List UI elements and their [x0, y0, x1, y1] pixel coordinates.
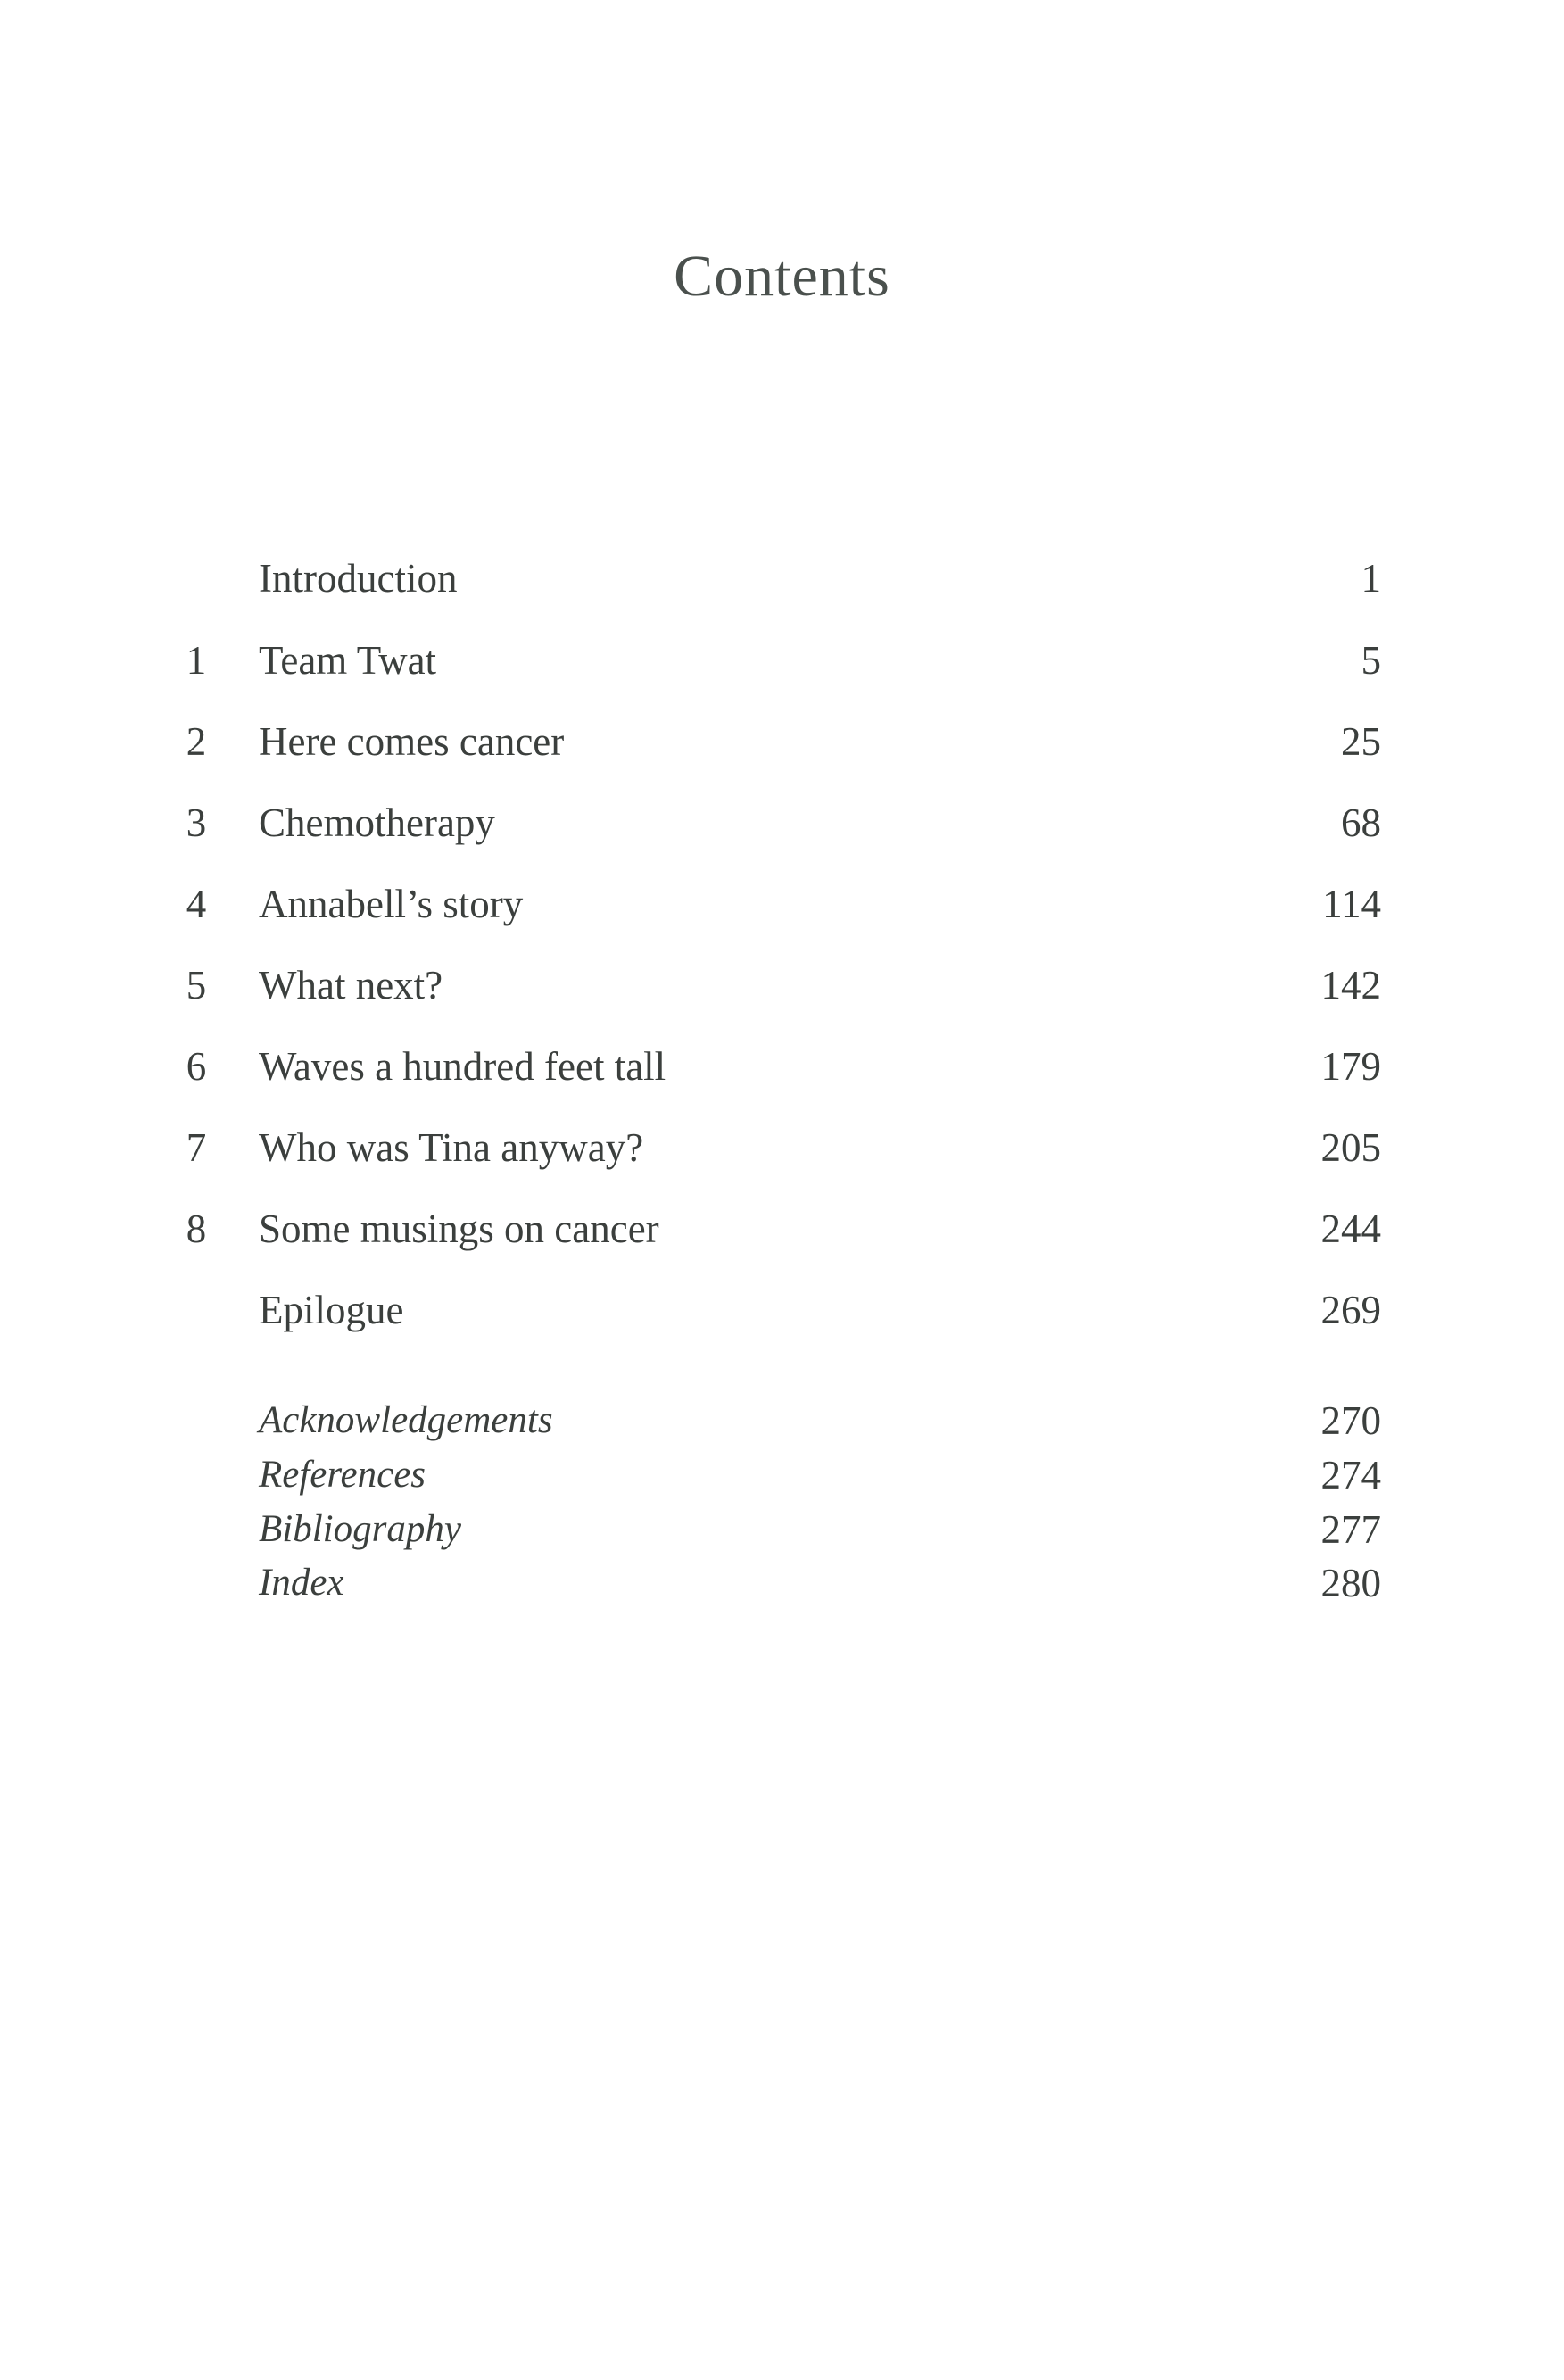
page-number: 114 [1322, 882, 1381, 926]
chapter-title: Some musings on cancer [259, 1207, 659, 1251]
chapter-number: 4 [186, 882, 207, 926]
back-matter-entry [0, 1396, 1564, 1446]
page-number: 274 [1320, 1453, 1381, 1497]
toc-entry [0, 715, 1564, 768]
chapter-title: Team Twat [259, 638, 437, 683]
chapter-number: 6 [186, 1044, 207, 1089]
chapter-title: What next? [259, 963, 443, 1008]
page-number: 270 [1320, 1398, 1381, 1443]
chapter-title: Here comes cancer [259, 719, 565, 764]
chapter-title: Waves a hundred feet tall [259, 1044, 666, 1089]
page-number: 25 [1341, 719, 1381, 764]
chapter-title: Who was Tina anyway? [259, 1125, 644, 1170]
chapter-title: Epilogue [259, 1288, 404, 1332]
chapter-title: Annabell’s story [259, 882, 524, 926]
chapter-number: 8 [186, 1207, 207, 1251]
page-number: 179 [1320, 1044, 1381, 1089]
page-number: 68 [1341, 800, 1381, 845]
page-number: 269 [1320, 1288, 1381, 1332]
page-number: 1 [1361, 556, 1381, 601]
chapter-number: 2 [186, 719, 207, 764]
back-matter-title: Acknowledgements [259, 1399, 553, 1441]
toc-entry [0, 1283, 1564, 1337]
back-matter-entry [0, 1558, 1564, 1608]
chapter-number: 3 [186, 800, 207, 845]
page-number: 142 [1320, 963, 1381, 1008]
toc-entry [0, 958, 1564, 1012]
back-matter-title: Bibliography [259, 1508, 461, 1550]
page-number: 5 [1361, 638, 1381, 683]
page-number: 277 [1320, 1507, 1381, 1552]
back-matter-title: Index [259, 1562, 344, 1604]
toc-entry [0, 1202, 1564, 1256]
toc-entry [0, 634, 1564, 687]
back-matter-title: References [259, 1454, 426, 1496]
toc-entry [0, 1121, 1564, 1174]
page-title: Contents [674, 244, 890, 309]
chapter-number: 5 [186, 963, 207, 1008]
toc-entry [0, 1040, 1564, 1093]
back-matter-entry [0, 1450, 1564, 1500]
back-matter-entry [0, 1505, 1564, 1555]
toc-entry [0, 877, 1564, 931]
chapter-number: 1 [186, 638, 207, 683]
chapter-title: Introduction [259, 556, 458, 601]
page-number: 205 [1320, 1125, 1381, 1170]
toc-entry [0, 796, 1564, 850]
chapter-title: Chemotherapy [259, 800, 495, 845]
chapter-number: 7 [186, 1125, 207, 1170]
page-number: 244 [1320, 1207, 1381, 1251]
toc-entry [0, 551, 1564, 605]
page-number: 280 [1320, 1561, 1381, 1605]
